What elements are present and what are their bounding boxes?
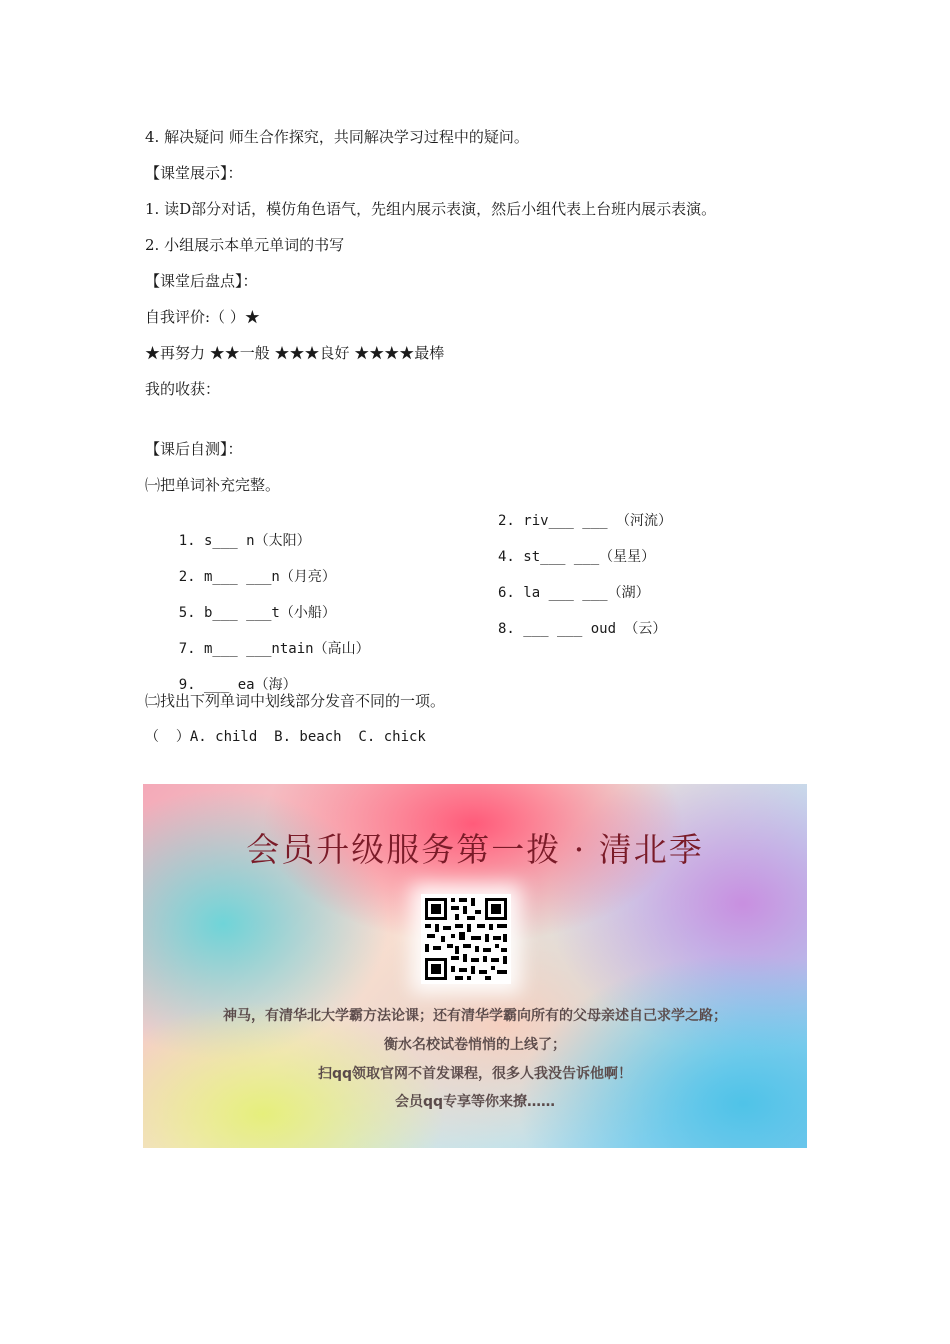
section-2-title: ㈡找出下列单词中划线部分发音不同的一项。 — [145, 692, 446, 710]
exercise-right: 8. ___ ___ oud （云） — [498, 621, 667, 637]
step-4-line: 4. 解决疑问 师生合作探究，共同解决学习过程中的疑问。 — [145, 128, 529, 146]
qr-code-icon[interactable] — [421, 894, 511, 984]
display-item-2: 2. 小组展示本单元单词的书写 — [145, 236, 345, 254]
heading-classroom-display: 【课堂展示】： — [145, 164, 243, 182]
display-item-1: 1. 读D部分对话，模仿角色语气，先组内展示表演，然后小组代表上台班内展示表演。 — [145, 200, 717, 218]
exercise-left: 9. ___ ea（海） — [178, 677, 297, 693]
exercise-left: 5. b___ ___t（小船） — [178, 605, 336, 621]
qr-code-graphic — [421, 894, 511, 984]
exercise-right: 4. st___ ___（星星） — [498, 549, 656, 565]
exercise-left: 7. m___ ___ntain（高山） — [178, 641, 370, 657]
exercise-left: 2. m___ ___n（月亮） — [178, 569, 336, 585]
banner-line-4: 会员qq专享等你来撩…… — [394, 1094, 556, 1110]
rating-scale: ★再努力 ★★一般 ★★★良好 ★★★★最棒 — [145, 344, 445, 362]
banner-line-1: 神马，有清华北大学霸方法论课；还有清华学霸向所有的父母亲述自己求学之路； — [223, 1008, 727, 1024]
self-evaluation: 自我评价:（ ）★ — [145, 308, 260, 326]
exercise-left: 1. s___ n（太阳） — [178, 533, 311, 549]
exercise-right: 2. riv___ ___ （河流） — [498, 513, 673, 529]
banner-line-3: 扫qq领取官网不首发课程，很多人我没告诉他啊！ — [317, 1066, 633, 1082]
heading-review: 【课堂后盘点】： — [145, 272, 258, 290]
choice-question: （ ）A. child B. beach C. chick — [145, 729, 426, 745]
exercise-right: 6. la ___ ___（湖） — [498, 585, 650, 601]
banner-line-2: 衡水名校试卷悄悄的上线了； — [384, 1037, 566, 1053]
gains-label: 我的收获： — [145, 380, 221, 398]
section-1-title: ㈠把单词补充完整。 — [145, 476, 281, 494]
banner-title: 会员升级服务第一拨 · 清北季 — [246, 830, 704, 869]
promo-banner[interactable] — [143, 784, 807, 1148]
heading-self-test: 【课后自测】： — [145, 440, 243, 458]
